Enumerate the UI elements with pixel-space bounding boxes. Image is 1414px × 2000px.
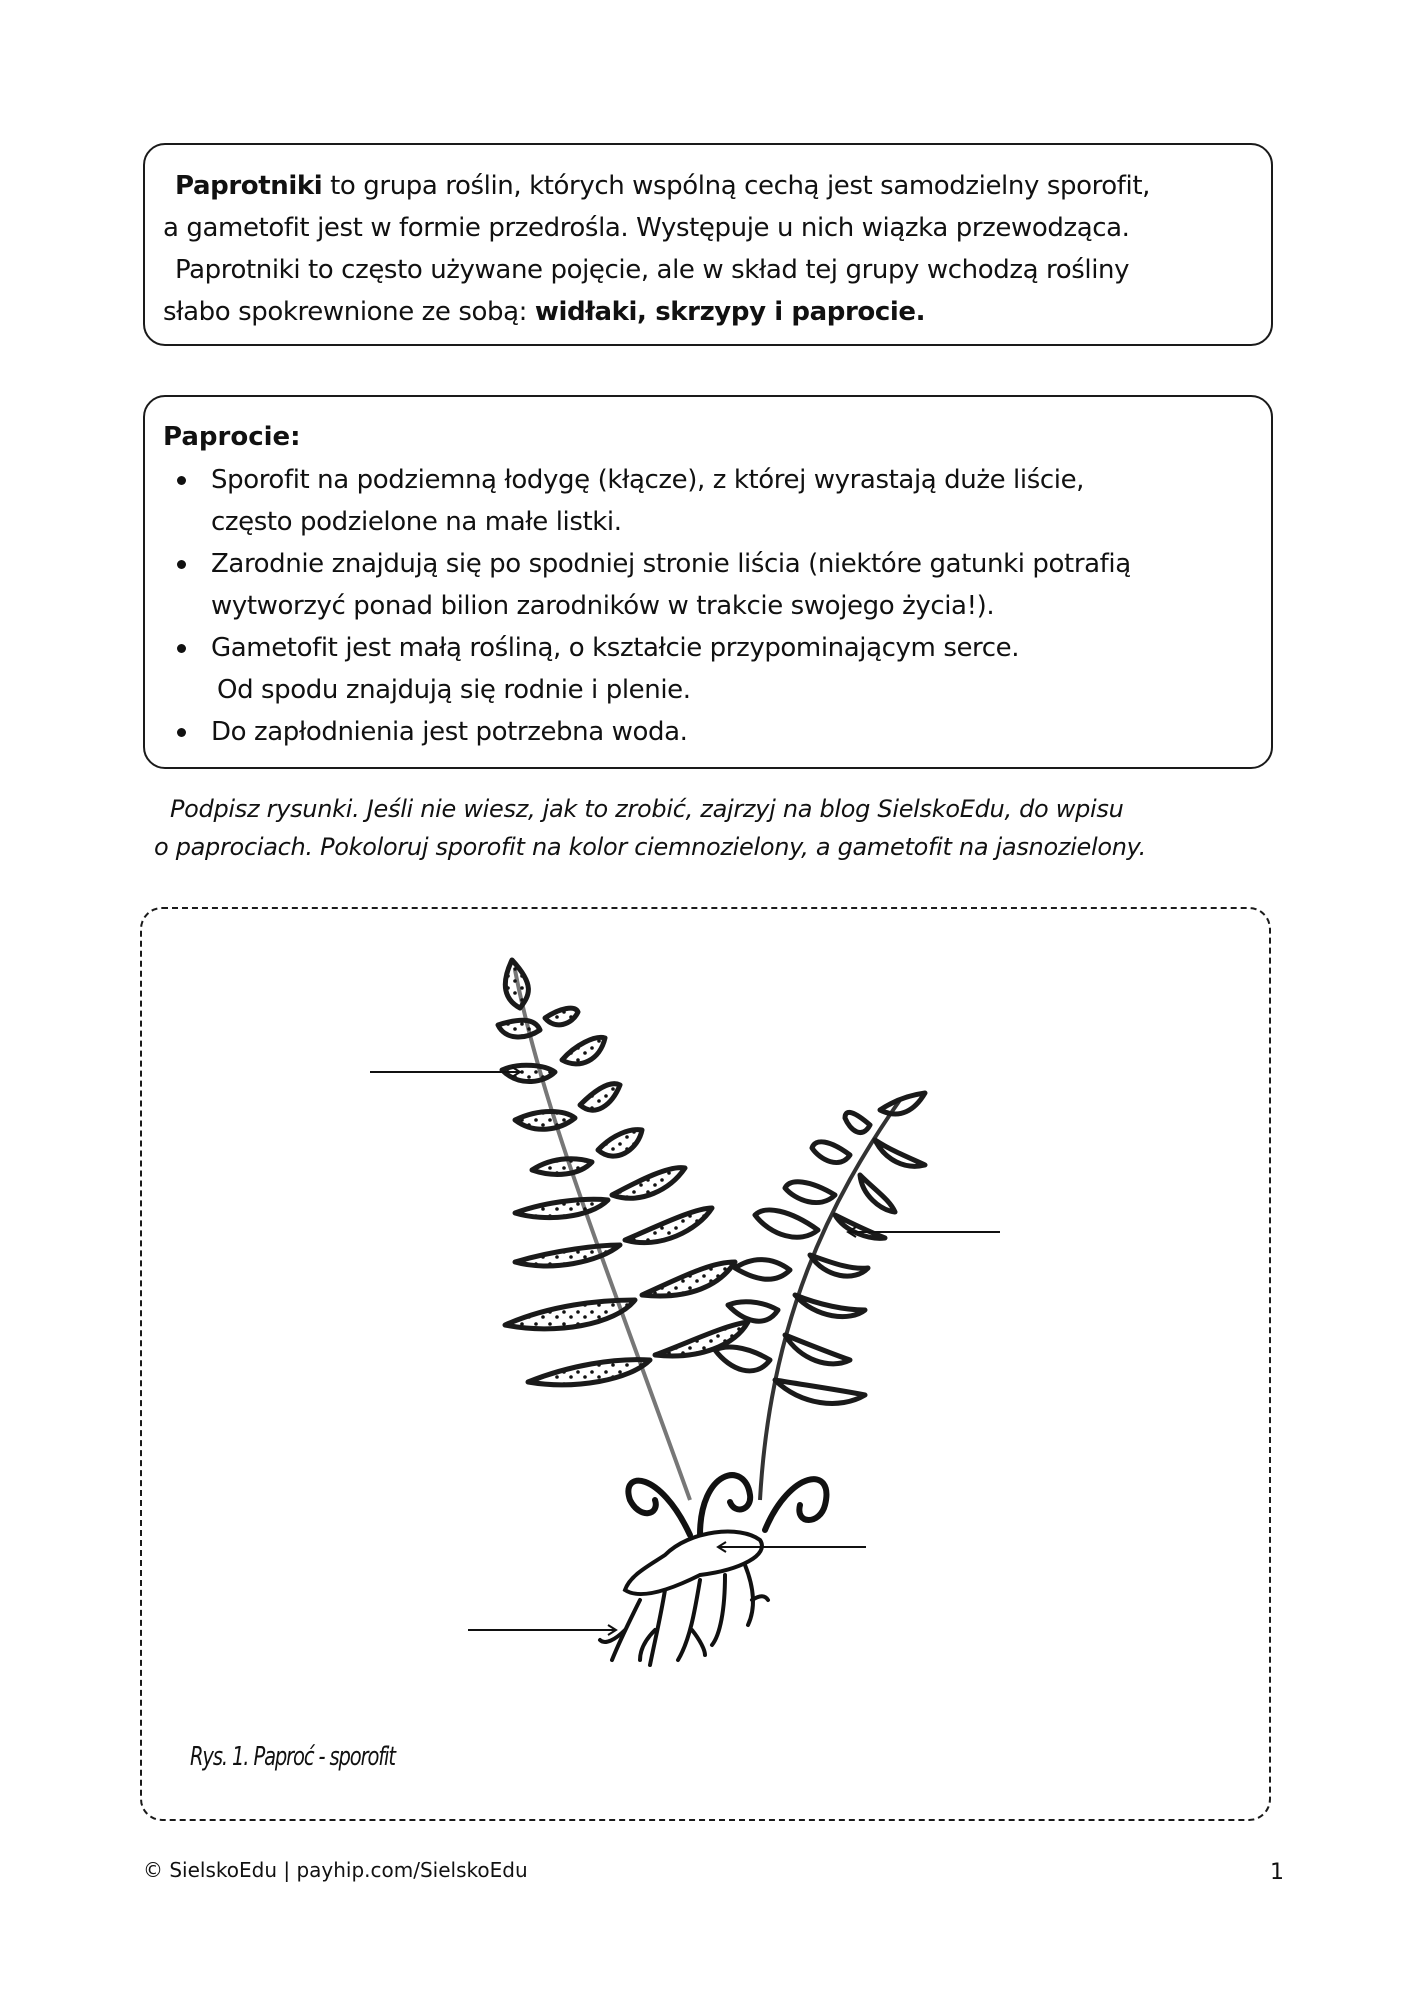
- list-item-line: wytworzyć ponad bilion zarodników w trakcie swojego życia!).: [211, 591, 995, 621]
- pinna: [515, 1199, 608, 1217]
- fiddlehead: [628, 1481, 690, 1535]
- pinna: [612, 1168, 685, 1199]
- list-item-line: Od spodu znajdują się rodnie i plenie.: [217, 675, 691, 705]
- pinna: [655, 1322, 748, 1356]
- footer-copyright: © SielskoEdu | payhip.com/SielskoEdu: [143, 1858, 528, 1882]
- pinna: [532, 1159, 592, 1175]
- pinna: [812, 1142, 850, 1163]
- pinna: [880, 1093, 925, 1114]
- list-item-line: Gametofit jest małą rośliną, o kształcie przypominającym serce.: [211, 633, 1020, 663]
- pinna: [625, 1208, 712, 1243]
- pinna: [785, 1182, 835, 1203]
- groups-list-bold: widłaki, skrzypy i paprocie.: [534, 297, 926, 327]
- pinna: [498, 1020, 540, 1037]
- ferns-heading: Paprocie:: [163, 422, 301, 452]
- sterile-pinnae: [715, 1093, 925, 1403]
- list-item-line: Zarodnie znajdują się po spodniej stronie liścia (niektóre gatunki potrafią: [211, 549, 1131, 579]
- intro-line-2: a gametofit jest w formie przedrośla. Występuje u nich wiązka przewodząca.: [163, 213, 1130, 243]
- pinna: [845, 1112, 870, 1132]
- list-item-line: często podzielone na małe listki.: [211, 507, 622, 537]
- pinna: [835, 1215, 885, 1238]
- pinna: [755, 1210, 818, 1237]
- page-number: 1: [1270, 1860, 1284, 1885]
- pinna: [515, 1112, 575, 1130]
- figure-caption: Rys. 1. Paproć - sporofit: [190, 1742, 395, 1772]
- pinna: [580, 1084, 620, 1111]
- term-paprotniki: Paprotniki: [175, 171, 323, 201]
- list-item-line: Sporofit na podziemną łodygę (kłącze), z której wyrastają duże liście,: [211, 465, 1085, 495]
- root: [745, 1565, 753, 1625]
- pinna: [545, 1008, 578, 1025]
- fiddlehead: [700, 1475, 750, 1535]
- fiddleheads: [628, 1475, 826, 1535]
- intro-line-4-rest: słabo spokrewnione ze sobą:: [163, 297, 535, 327]
- pinna: [810, 1255, 868, 1276]
- pinna: [775, 1380, 865, 1403]
- pinna: [795, 1295, 865, 1317]
- pinna: [505, 960, 528, 1008]
- pinna: [562, 1037, 605, 1063]
- intro-line-1-rest: to grupa roślin, których wspólną cechą jest samodzielny sporofit,: [322, 171, 1151, 201]
- pinna: [875, 1140, 925, 1166]
- pinna: [785, 1335, 850, 1364]
- pinna: [528, 1360, 650, 1385]
- rhizome: [625, 1532, 762, 1594]
- instruction-line-2: o paprociach. Pokoloruj sporofit na kolor ciemnozielony, a gametofit na jasnozielony.: [154, 833, 1146, 861]
- root: [650, 1590, 665, 1665]
- pinna: [502, 1065, 555, 1081]
- root: [678, 1580, 700, 1660]
- pinna: [715, 1347, 770, 1371]
- root: [712, 1575, 725, 1645]
- pinna: [860, 1175, 895, 1212]
- fiddlehead: [765, 1479, 826, 1530]
- pinna: [642, 1262, 735, 1296]
- intro-line-3: Paprotniki to często używane pojęcie, ale w skład tej grupy wchodzą rośliny: [175, 255, 1130, 285]
- pinna: [598, 1130, 642, 1156]
- root: [752, 1596, 768, 1600]
- pinna: [505, 1300, 635, 1329]
- pinna: [735, 1260, 790, 1280]
- root: [692, 1630, 705, 1655]
- list-item-line: Do zapłodnienia jest potrzebna woda.: [211, 717, 688, 747]
- pinna: [728, 1302, 778, 1321]
- instruction-line-1: Podpisz rysunki. Jeśli nie wiesz, jak to zrobić, zajrzyj na blog SielskoEdu, do wpisu: [170, 795, 1124, 823]
